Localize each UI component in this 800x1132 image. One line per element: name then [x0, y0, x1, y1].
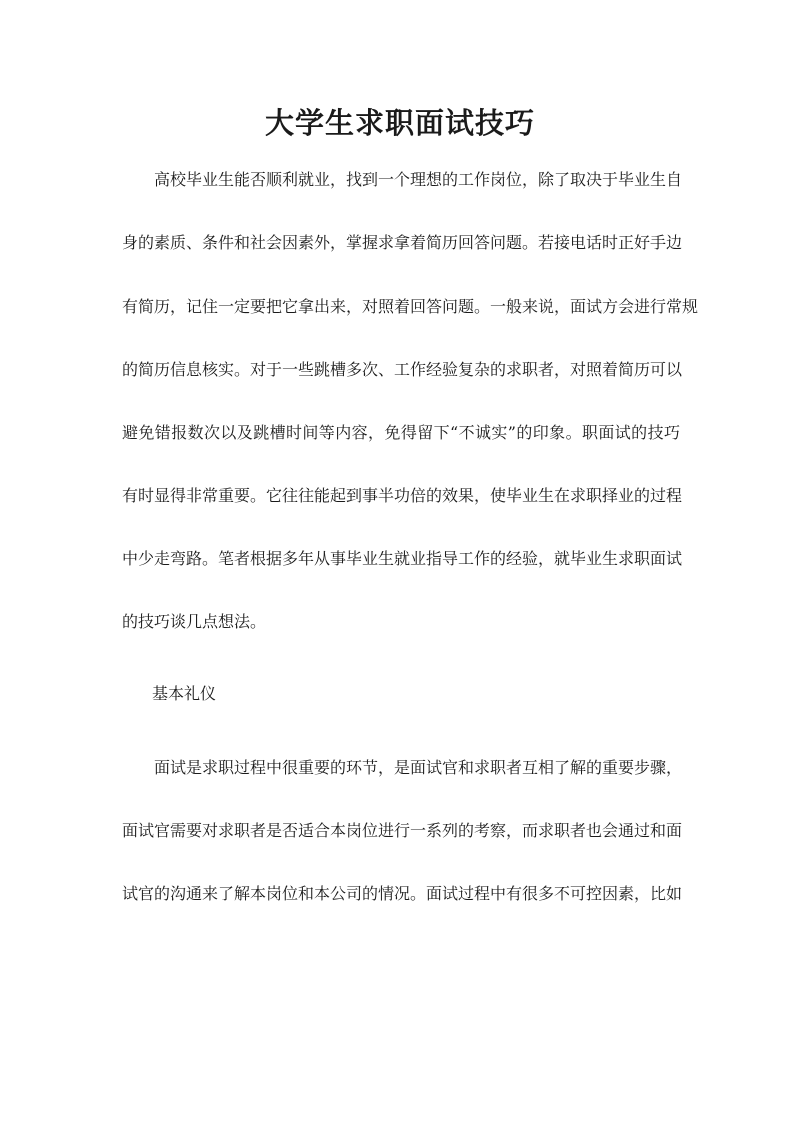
paragraph-1-line: 高校毕业生能否顺利就业，找到一个理想的工作岗位，除了取决于毕业生自 [154, 170, 683, 189]
paragraph-1-line: 的技巧谈几点想法。 [122, 612, 267, 631]
paragraph-1-line: 有简历，记住一定要把它拿出来，对照着回答问题。一般来说，面试方会进行常规 [122, 297, 699, 316]
paragraph-1-line: 身的素质、条件和社会因素外，掌握求拿着简历回答问题。若接电话时正好手边 [122, 233, 683, 252]
section-heading: 基本礼仪 [152, 684, 217, 703]
paragraph-2-line: 面试官需要对求职者是否适合本岗位进行一系列的考察，而求职者也会通过和面 [122, 821, 683, 840]
paragraph-1-line: 有时显得非常重要。它往往能起到事半功倍的效果，使毕业生在求职择业的过程 [122, 486, 683, 505]
paragraph-2-line: 试官的沟通来了解本岗位和本公司的情况。面试过程中有很多不可控因素，比如 [122, 884, 683, 903]
paragraph-1-line: 中少走弯路。笔者根据多年从事毕业生就业指导工作的经验，就毕业生求职面试 [122, 549, 683, 568]
paragraph-2-line: 面试是求职过程中很重要的环节，是面试官和求职者互相了解的重要步骤， [154, 758, 683, 777]
paragraph-1-line: 的简历信息核实。对于一些跳槽多次、工作经验复杂的求职者，对照着简历可以 [122, 360, 683, 379]
document-title: 大学生求职面试技巧 [264, 106, 535, 140]
paragraph-1-line: 避免错报数次以及跳槽时间等内容，免得留下“不诚实”的印象。职面试的技巧 [122, 423, 680, 442]
